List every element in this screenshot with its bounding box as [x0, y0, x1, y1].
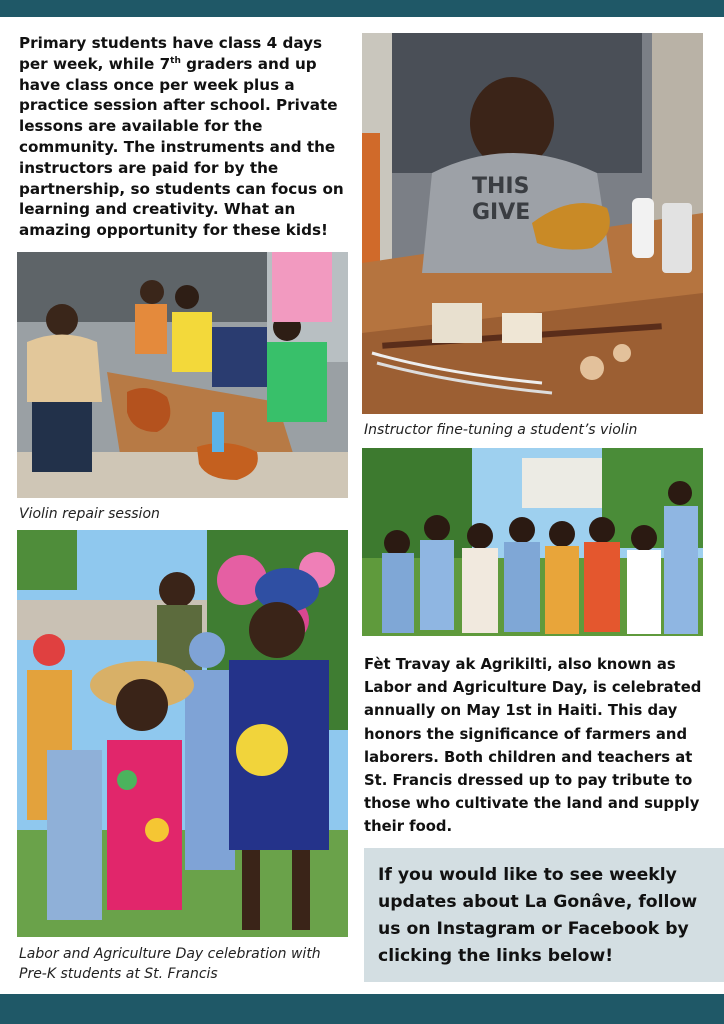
prek-caption: Labor and Agriculture Day celebration with Pre-K students at St. Francis	[19, 946, 321, 982]
holiday-paragraph: Fèt Travay ak Agrikilti, also known as Labor and Agriculture Day, is celebrated annually on May 1st in Haiti. This day honors the significance of farmers and laborers. Both children and teachers at St. Francis dressed up to pay tribute to those who cultivate the land and supply their food.	[364, 656, 702, 836]
prek-celebration-photo	[17, 530, 348, 937]
bottom-banner	[0, 994, 724, 1024]
svg-text:THIS: THIS	[472, 174, 530, 199]
svg-text:GIVE: GIVE	[472, 200, 531, 225]
violin-repair-photo	[17, 252, 348, 498]
social-cta-text: If you would like to see weekly updates about La Gonâve, follow us on Instagram or Facebook by clicking the links below!	[378, 865, 698, 966]
children-group-photo	[362, 448, 703, 636]
top-banner	[0, 0, 724, 17]
instructor-caption: Instructor fine-tuning a student’s violin	[364, 422, 638, 438]
intro-paragraph: Primary students have class 4 days per week, while 7th graders and up have class once per week plus a practice session after school. Private lessons are available for the community. The instruments and the instructors are paid for by the partnership, so students can focus on learning and creativity. What an amazing opportunity for these kids!	[19, 34, 344, 240]
social-cta-box	[364, 848, 724, 982]
repair-caption: Violin repair session	[19, 506, 160, 522]
instructor-violin-photo	[362, 33, 703, 414]
